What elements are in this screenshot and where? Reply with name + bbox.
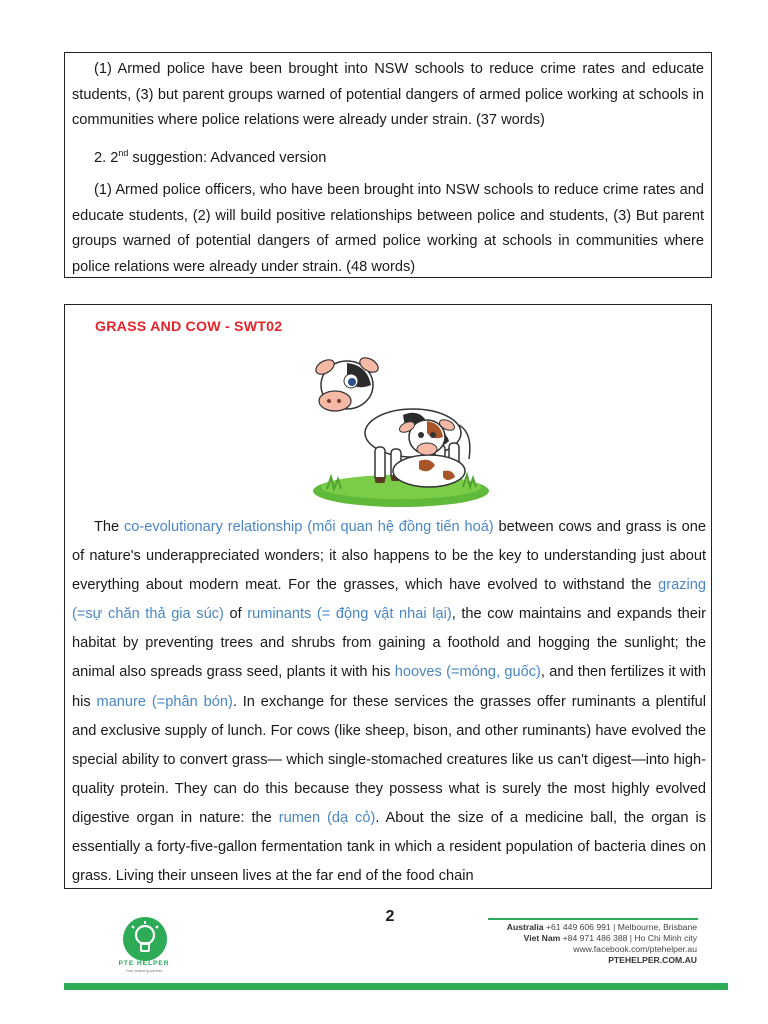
vocab-term-ruminants: ruminants (= động vật nhai lại) — [247, 606, 452, 623]
cow-and-calf-illustration — [303, 341, 499, 511]
contact-text-australia: +61 449 606 991 | Melbourne, Brisbane — [543, 922, 697, 932]
contact-line-australia — [507, 922, 697, 933]
suggestion-heading — [72, 141, 704, 171]
text-segment: of — [223, 606, 248, 623]
suggestion-ordinal: nd — [118, 147, 129, 158]
logo-tagline: Your learning partner — [125, 968, 163, 973]
summary-paragraph-2: (1) Armed police officers, who have been brought into NSW schools to reduce crime rates and educate students, (2) will build positive relationships between police and students, (3) But parent groups warned of potential dangers of armed police working at schools in communities where police relations were already under strain. (48 words) — [72, 182, 704, 276]
text-segment: . About the size of a medicine ball, the organ is essentially a forty-five-gallon fermentation tank in which a resident population of bacteria dines on grass. Living their unseen lives at the far end of the food chain — [72, 809, 706, 885]
vocab-term-coevolutionary: co-evolutionary relationship (mối quan hệ đồng tiến hoá) — [123, 519, 494, 535]
facebook-link[interactable]: www.facebook.com/ptehelper.au — [573, 944, 697, 954]
summary-paragraph-1: (1) Armed police have been brought into NSW schools to reduce crime rates and educate students, (3) but parent groups warned of potential dangers of armed police working at schools in communities where police relations were already under strain. (37 words) — [72, 61, 704, 129]
suggestion-prefix: 2. 2 — [94, 149, 119, 166]
page-number: 2 — [385, 908, 395, 925]
vocab-term-manure: manure (=phân bón) — [96, 693, 233, 710]
summary-box — [64, 52, 712, 278]
text-segment: , and then fertilizes it with his — [72, 664, 706, 710]
contact-text-vietnam: +84 971 486 388 | Ho Chi Minh city — [560, 933, 697, 943]
reading-box — [64, 304, 712, 889]
suggestion-title: suggestion: Advanced version — [128, 149, 327, 166]
contact-line-vietnam — [507, 933, 697, 944]
reading-heading: GRASS AND COW - SWT02 — [95, 319, 283, 335]
vocab-term-hooves: hooves (=móng, guốc) — [394, 664, 541, 681]
reading-paragraph — [72, 513, 706, 891]
website-link[interactable]: PTEHELPER.COM.AU — [608, 955, 697, 965]
vocab-term-grazing: grazing (=sự chăn thả gia súc) — [72, 577, 706, 623]
text-segment: The — [94, 519, 124, 535]
contact-block — [507, 922, 697, 966]
logo-name: PTE HELPER — [118, 960, 170, 967]
text-segment: , the cow maintains and expands their habitat by preventing trees and shrubs from gaining a foothold and hogging the sunlight; the animal also spreads grass seed, plants it with his — [72, 606, 707, 681]
vocab-term-rumen: rumen (dạ cỏ) — [278, 809, 376, 826]
footer-bar — [64, 983, 728, 990]
text-segment: . In exchange for these services the grasses offer ruminants a plentiful and exclusive supply of lunch. For cows (like sheep, bison, and other ruminants) have evolved the special ability to convert grass— which single-stomached creatures like us can't digest—into high-quality protein. They can do this because they possess what is surely the most highly evolved digestive organ in nature: the — [72, 693, 706, 826]
contact-label-vietnam: Viet Nam — [523, 933, 561, 943]
contact-label-australia: Australia — [506, 922, 544, 932]
contact-divider — [488, 918, 698, 920]
text-segment: between cows and grass is one of nature's underappreciated wonders; it also happens to be the key to understanding just about everything about modern meat. For the grasses, which have evolved to withstand the — [72, 519, 706, 594]
